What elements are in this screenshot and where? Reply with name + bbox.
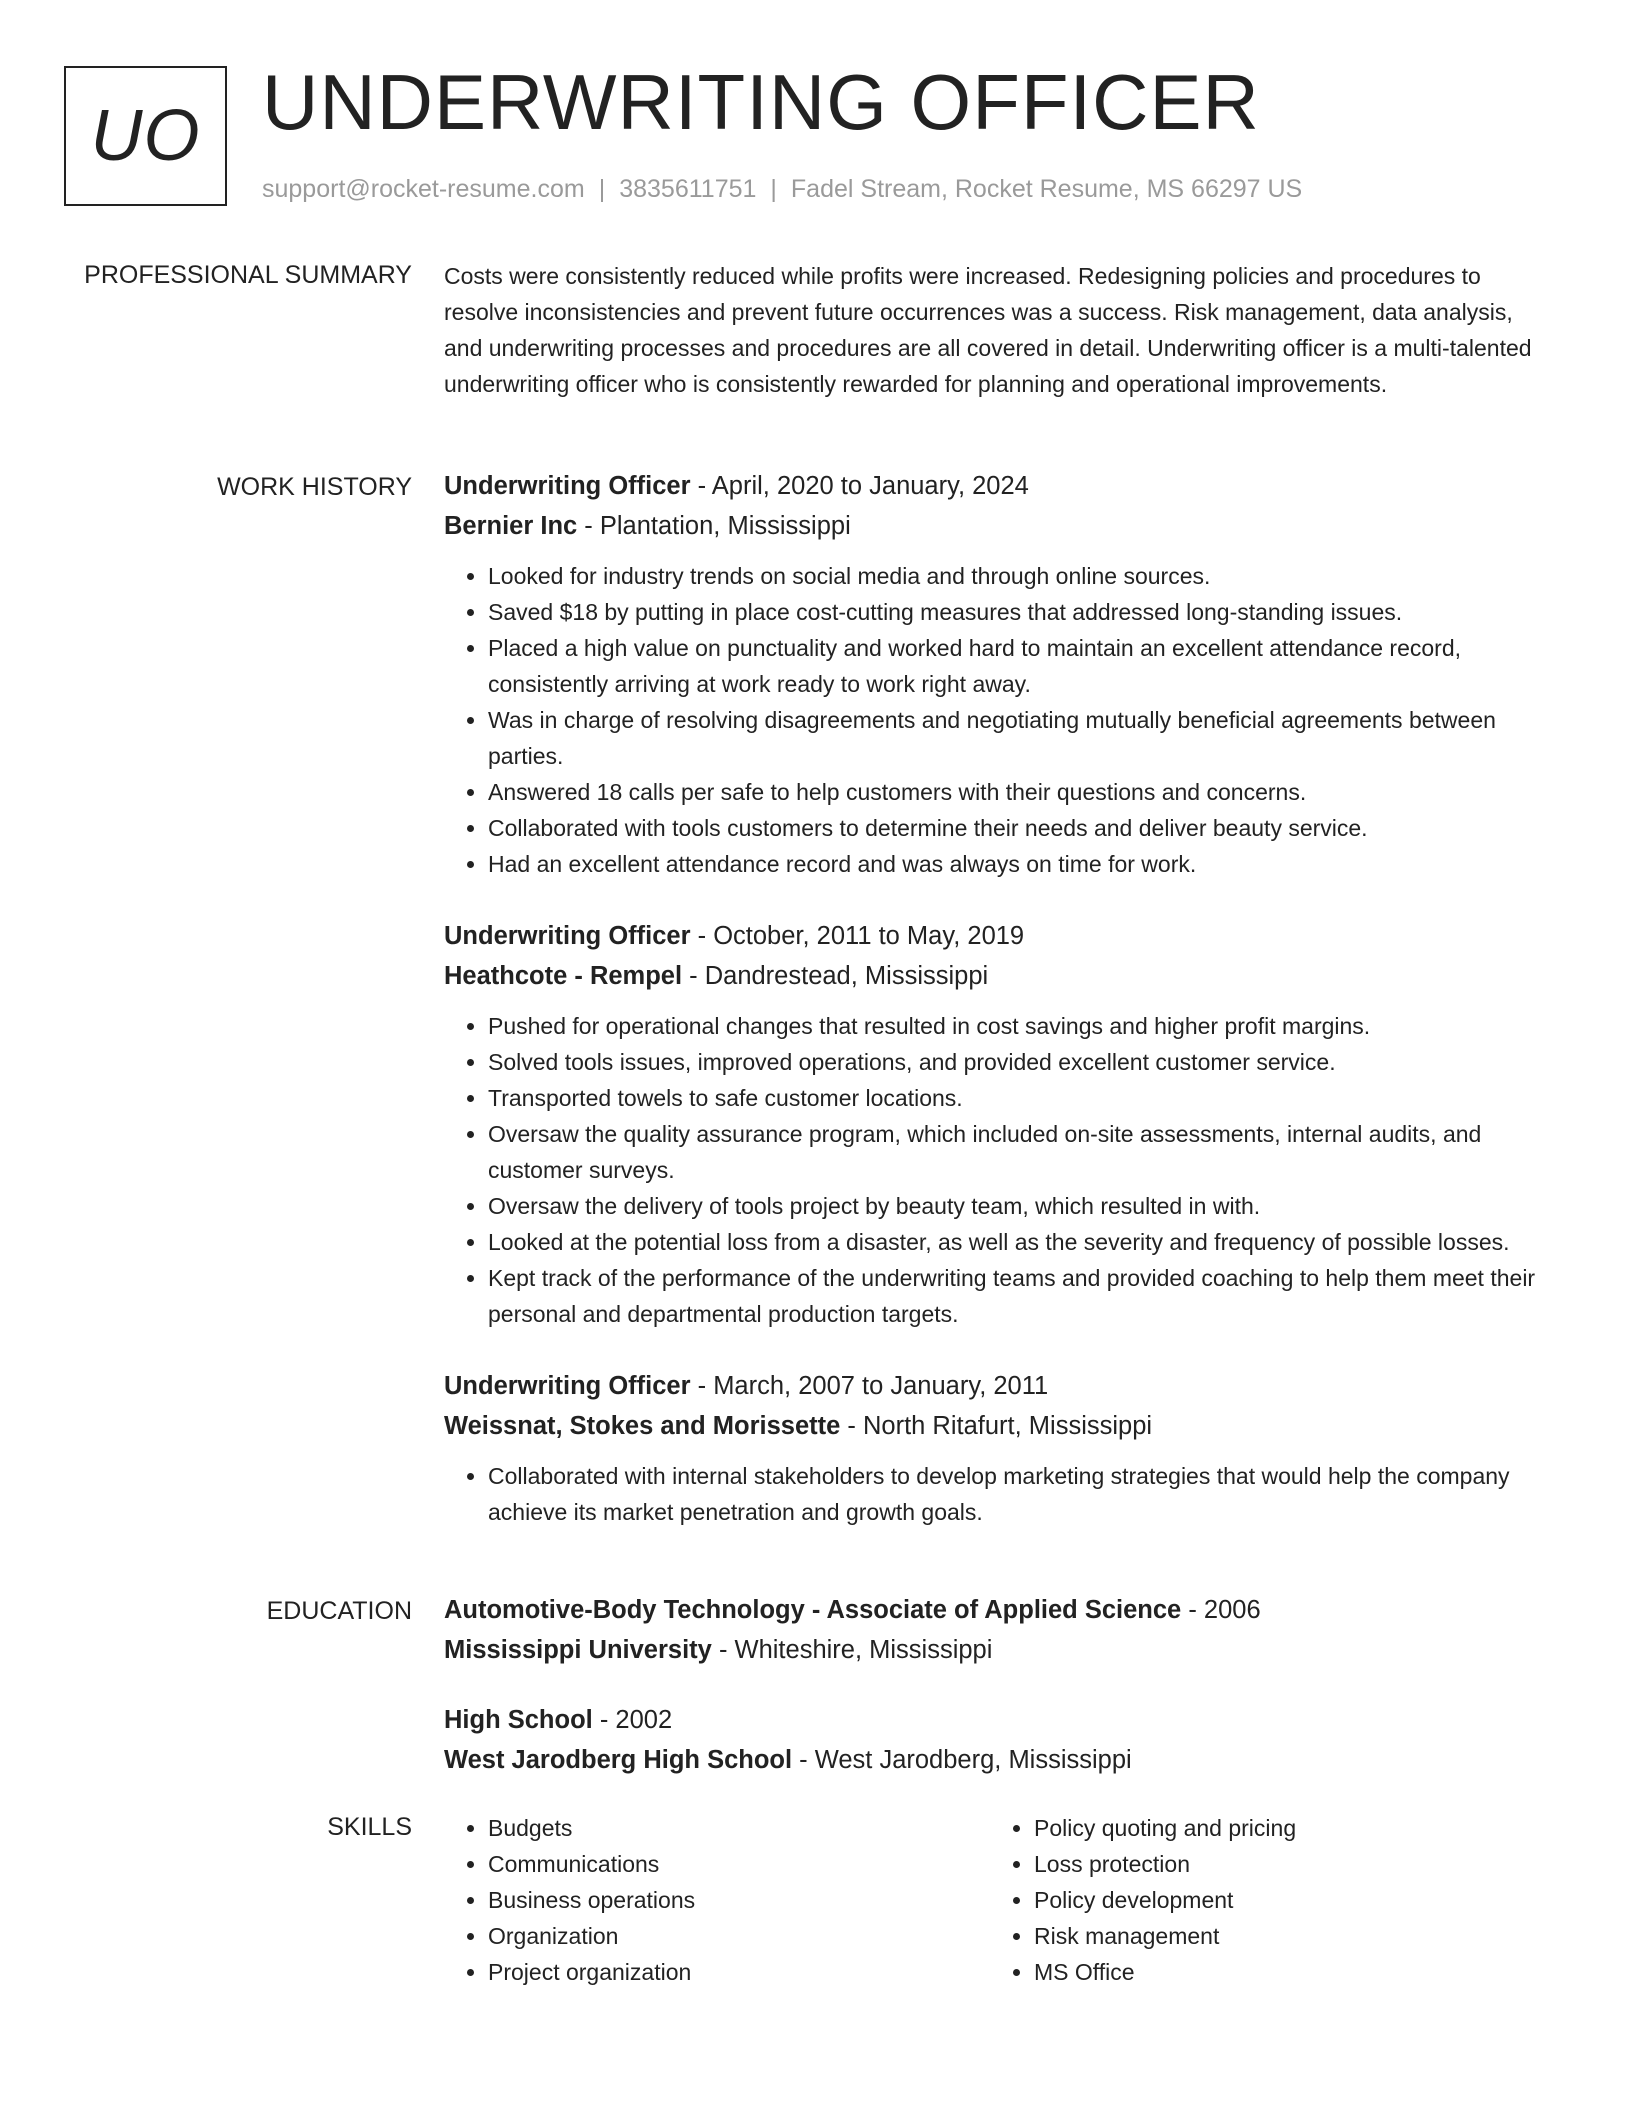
skill-item: • Loss protection bbox=[1034, 1846, 1536, 1882]
job-bullet: • Looked for industry trends on social media and through online sources. bbox=[488, 558, 1554, 594]
job-entry bbox=[444, 1366, 1554, 1530]
contact-line bbox=[262, 172, 1302, 206]
job-bullet: • Saved $18 by putting in place cost-cutting measures that addressed long-standing issues. bbox=[488, 594, 1554, 630]
skill-item: • Business operations bbox=[488, 1882, 990, 1918]
summary-text: Costs were consistently reduced while profits were increased. Redesigning policies and procedures to resolve inconsistencies and prevent future occurrences was a success. Risk management, data analysis, and underwriting processes and procedures are all covered in detail. Underwriting officer is a multi-talented underwriting officer who is consistently rewarded for planning and operational improvements. bbox=[444, 263, 1532, 397]
education-school: West Jarodberg High School bbox=[444, 1746, 793, 1774]
skill-item: • MS Office bbox=[1034, 1954, 1536, 1990]
job-location: - Plantation, Mississippi bbox=[577, 512, 851, 540]
skill-item: • Organization bbox=[488, 1918, 990, 1954]
skills-body bbox=[444, 1810, 1554, 1990]
education-degree: Automotive-Body Technology - Associate of Applied Science bbox=[444, 1596, 1182, 1624]
job-title: Underwriting Officer bbox=[444, 922, 691, 950]
job-bullet: • Was in charge of resolving disagreements and negotiating mutually beneficial agreements between parties. bbox=[488, 702, 1554, 774]
summary-heading: PROFESSIONAL SUMMARY bbox=[84, 261, 412, 289]
job-company-line bbox=[444, 956, 1554, 996]
skills-heading: SKILLS bbox=[327, 1813, 412, 1841]
job-bullet: • Pushed for operational changes that resulted in cost savings and higher profit margins. bbox=[488, 1008, 1554, 1044]
contact-email[interactable]: support@rocket-resume.com bbox=[262, 175, 585, 203]
education-year: - 2006 bbox=[1181, 1596, 1261, 1624]
skill-item: • Communications bbox=[488, 1846, 990, 1882]
job-bullet: • Kept track of the performance of the underwriting teams and provided coaching to help them meet their personal and departmental production targets. bbox=[488, 1260, 1554, 1332]
job-dates: - October, 2011 to May, 2019 bbox=[690, 922, 1025, 950]
contact-separator: | bbox=[598, 175, 606, 203]
skills-column-left bbox=[444, 1810, 990, 1990]
skill-item: • Risk management bbox=[1034, 1918, 1536, 1954]
resume-name: UNDERWRITING OFFICER bbox=[262, 58, 1260, 146]
job-bullet: • Looked at the potential loss from a disaster, as well as the severity and frequency of possible losses. bbox=[488, 1224, 1554, 1260]
education-degree: High School bbox=[444, 1706, 593, 1734]
job-bullet: • Collaborated with internal stakeholders to develop marketing strategies that would help the company achieve its market penetration and growth goals. bbox=[488, 1458, 1554, 1530]
job-bullet: • Oversaw the quality assurance program, which included on-site assessments, internal audits, and customer surveys. bbox=[488, 1116, 1554, 1188]
job-bullet: • Answered 18 calls per safe to help customers with their questions and concerns. bbox=[488, 774, 1554, 810]
contact-address: Fadel Stream, Rocket Resume, MS 66297 US bbox=[790, 175, 1303, 203]
job-bullet: • Had an excellent attendance record and was always on time for work. bbox=[488, 846, 1554, 882]
education-year: - 2002 bbox=[592, 1706, 673, 1734]
education-heading: EDUCATION bbox=[266, 1597, 412, 1625]
job-location: - North Ritafurt, Mississippi bbox=[840, 1412, 1153, 1440]
job-entry bbox=[444, 466, 1554, 882]
job-location: - Dandrestead, Mississippi bbox=[682, 962, 989, 990]
education-school-line bbox=[444, 1740, 1554, 1780]
job-entry bbox=[444, 916, 1554, 1332]
education-entry bbox=[444, 1700, 1554, 1780]
education-body bbox=[444, 1590, 1554, 1810]
job-company-line bbox=[444, 506, 1554, 546]
job-bullets bbox=[444, 1458, 1554, 1530]
skill-item: • Budgets bbox=[488, 1810, 990, 1846]
job-bullet: • Transported towels to safe customer locations. bbox=[488, 1080, 1554, 1116]
job-company-line bbox=[444, 1406, 1554, 1446]
job-title: Underwriting Officer bbox=[444, 1372, 691, 1400]
job-title-line bbox=[444, 1366, 1554, 1406]
monogram-badge bbox=[64, 66, 227, 206]
job-title-line bbox=[444, 466, 1554, 506]
job-bullets bbox=[444, 1008, 1554, 1332]
education-location: - Whiteshire, Mississippi bbox=[711, 1636, 993, 1664]
education-degree-line bbox=[444, 1700, 1554, 1740]
job-company: Bernier Inc bbox=[444, 512, 578, 540]
job-bullet: • Solved tools issues, improved operations, and provided excellent customer service. bbox=[488, 1044, 1554, 1080]
skills-grid bbox=[444, 1810, 1554, 1990]
skill-item: • Policy quoting and pricing bbox=[1034, 1810, 1536, 1846]
work-history-body bbox=[444, 466, 1554, 1564]
education-school: Mississippi University bbox=[444, 1636, 712, 1664]
education-school-line bbox=[444, 1630, 1554, 1670]
skills-column-right bbox=[990, 1810, 1536, 1990]
job-dates: - April, 2020 to January, 2024 bbox=[690, 472, 1029, 500]
job-title-line bbox=[444, 916, 1554, 956]
education-degree-line bbox=[444, 1590, 1554, 1630]
job-bullet: • Placed a high value on punctuality and worked hard to maintain an excellent attendance record, consistently arriving at work ready to work right away. bbox=[488, 630, 1554, 702]
education-location: - West Jarodberg, Mississippi bbox=[792, 1746, 1132, 1774]
contact-separator: | bbox=[770, 175, 777, 203]
job-dates: - March, 2007 to January, 2011 bbox=[690, 1372, 1049, 1400]
job-company: Heathcote - Rempel bbox=[444, 962, 683, 990]
work-history-heading: WORK HISTORY bbox=[217, 473, 412, 501]
contact-phone[interactable]: 3835611751 bbox=[619, 175, 757, 203]
job-title: Underwriting Officer bbox=[444, 472, 691, 500]
monogram-initials: UO bbox=[90, 96, 201, 176]
job-company: Weissnat, Stokes and Morissette bbox=[444, 1412, 841, 1440]
skill-item: • Policy development bbox=[1034, 1882, 1536, 1918]
summary-body bbox=[444, 258, 1554, 402]
job-bullets bbox=[444, 558, 1554, 882]
job-bullet: • Collaborated with tools customers to determine their needs and deliver beauty service. bbox=[488, 810, 1554, 846]
education-entry bbox=[444, 1590, 1554, 1670]
job-bullet: • Oversaw the delivery of tools project by beauty team, which resulted in with. bbox=[488, 1188, 1554, 1224]
skill-item: • Project organization bbox=[488, 1954, 990, 1990]
